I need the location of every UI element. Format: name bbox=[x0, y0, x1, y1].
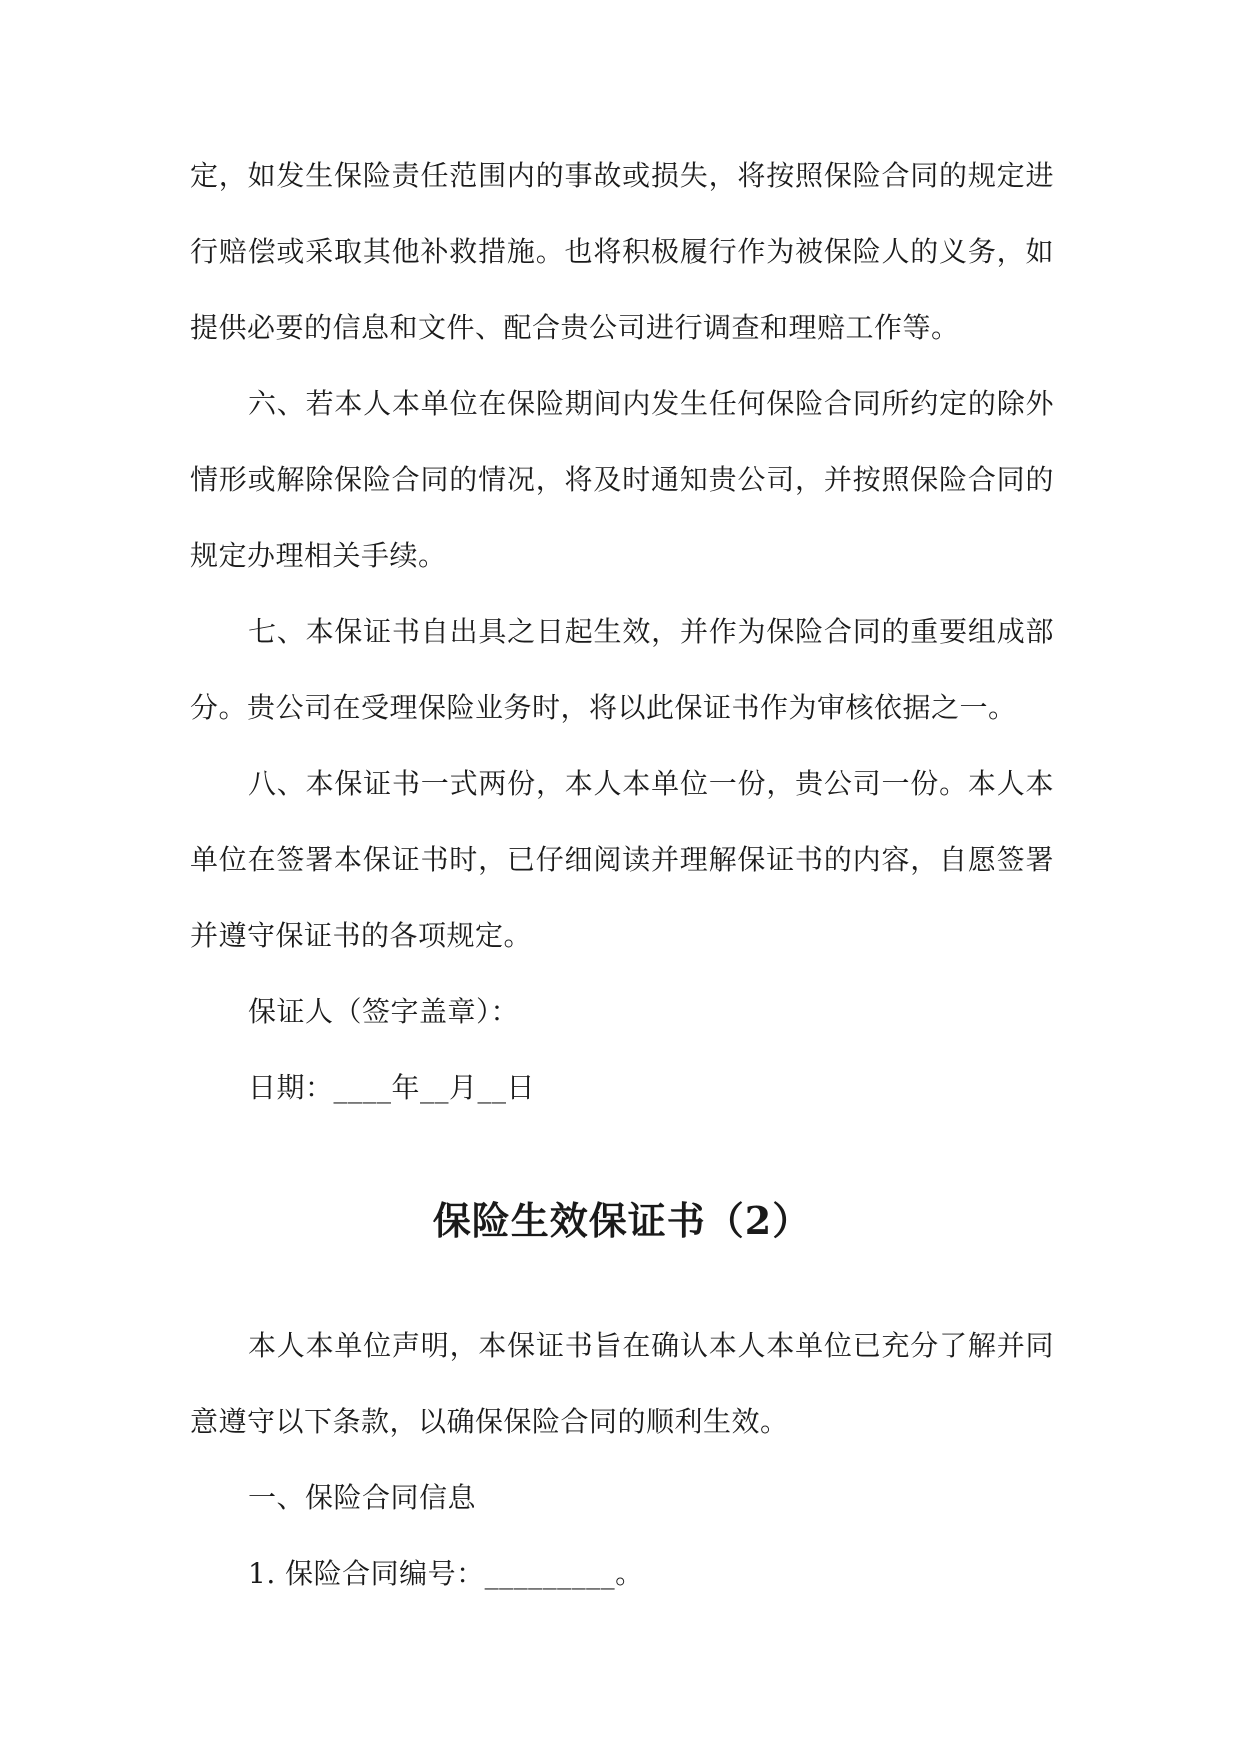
paragraph-clause-5-continued: 定，如发生保险责任范围内的事故或损失，将按照保险合同的规定进行赔偿或采取其他补救措施。也将积极履行作为被保险人的义务，如提供必要的信息和文件、配合贵公司进行调查和理赔工作等。 bbox=[190, 159, 1054, 344]
paragraph-clause-8: 八、本保证书一式两份，本人本单位一份，贵公司一份。本人本单位在签署本保证书时，已仔细阅读并理解保证书的内容，自愿签署并遵守保证书的各项规定。 bbox=[190, 767, 1054, 952]
guarantor-signature-line: 保证人（签字盖章）： bbox=[248, 995, 520, 1028]
paragraph-clause-7: 七、本保证书自出具之日起生效，并作为保险合同的重要组成部分。贵公司在受理保险业务时，将以此保证书作为审核依据之一。 bbox=[190, 615, 1054, 724]
date-line: 日期：____年__月__日 bbox=[248, 1071, 536, 1104]
section-title: 保险生效保证书（2） bbox=[432, 1198, 812, 1243]
heading-contract-info: 一、保险合同信息 bbox=[248, 1481, 477, 1514]
document-content bbox=[190, 138, 1054, 1612]
paragraph-declaration: 本人本单位声明，本保证书旨在确认本人本单位已充分了解并同意遵守以下条款，以确保保险合同的顺利生效。 bbox=[190, 1329, 1054, 1438]
paragraph-clause-6: 六、若本人本单位在保险期间内发生任何保险合同所约定的除外情形或解除保险合同的情况，将及时通知贵公司，并按照保险合同的规定办理相关手续。 bbox=[190, 387, 1054, 572]
contract-number-line: 1. 保险合同编号：_________。 bbox=[248, 1557, 644, 1590]
